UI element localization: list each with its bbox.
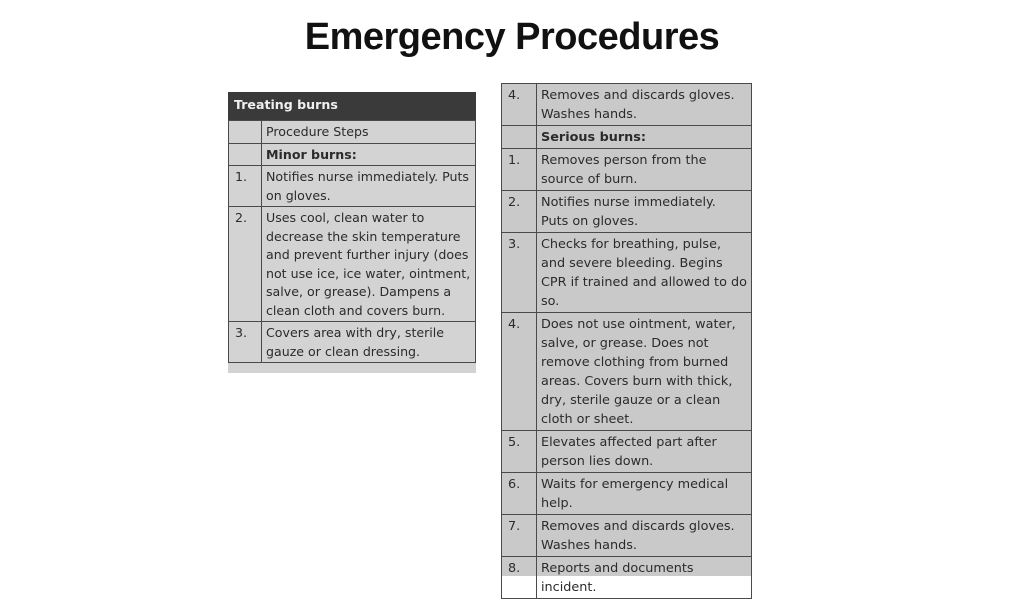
step-text: Uses cool, clean water to decrease the skin temperature and prevent further injury (does not use ice, ice water, ointment, salve, or grease). Dampens a clean cloth and covers burn. xyxy=(262,207,476,322)
table-row xyxy=(229,322,476,363)
table-row xyxy=(502,557,752,599)
step-number: 4. xyxy=(502,313,537,431)
num-cell xyxy=(229,143,262,166)
step-number: 3. xyxy=(229,322,262,363)
section-label: Minor burns: xyxy=(262,143,476,166)
section-label: Serious burns: xyxy=(537,126,752,149)
table-row xyxy=(502,126,752,149)
table-row xyxy=(229,121,476,144)
table-row xyxy=(502,431,752,473)
step-text: Covers area with dry, sterile gauze or clean dressing. xyxy=(262,322,476,363)
step-text: Does not use ointment, water, salve, or grease. Does not remove clothing from burned areas. Covers burn with thick, dry, sterile gauze or a clean cloth or sheet. xyxy=(537,313,752,431)
step-number: 1. xyxy=(229,166,262,207)
step-number: 8. xyxy=(502,557,537,599)
step-number: 1. xyxy=(502,149,537,191)
table-row xyxy=(502,191,752,233)
step-number: 7. xyxy=(502,515,537,557)
step-number: 5. xyxy=(502,431,537,473)
table-row xyxy=(229,166,476,207)
right-photo-serious-burns xyxy=(501,83,752,595)
left-photo-treating-burns xyxy=(228,92,476,373)
table-row xyxy=(502,149,752,191)
step-text: Notifies nurse immediately. Puts on gloves. xyxy=(537,191,752,233)
step-number: 4. xyxy=(502,84,537,126)
table-row xyxy=(502,515,752,557)
num-cell xyxy=(502,126,537,149)
table-row xyxy=(229,207,476,322)
step-text: Notifies nurse immediately. Puts on gloves. xyxy=(262,166,476,207)
step-text: Removes and discards gloves. Washes hands. xyxy=(537,515,752,557)
step-number: 6. xyxy=(502,473,537,515)
step-text: Removes person from the source of burn. xyxy=(537,149,752,191)
table-row xyxy=(502,84,752,126)
left-procedure-table xyxy=(228,120,476,363)
step-text: Removes and discards gloves. Washes hands. xyxy=(537,84,752,126)
column-header: Procedure Steps xyxy=(262,121,476,144)
step-number: 2. xyxy=(502,191,537,233)
step-text: Elevates affected part after person lies down. xyxy=(537,431,752,473)
step-number: 2. xyxy=(229,207,262,322)
table-row xyxy=(502,473,752,515)
right-procedure-table xyxy=(501,83,752,599)
step-number: 3. xyxy=(502,233,537,313)
step-text: Reports and documents incident. xyxy=(537,557,752,599)
slide-title: Emergency Procedures xyxy=(304,16,720,58)
table-header: Treating burns xyxy=(228,92,476,120)
step-text: Waits for emergency medical help. xyxy=(537,473,752,515)
num-cell xyxy=(229,121,262,144)
table-row xyxy=(502,313,752,431)
step-text: Checks for breathing, pulse, and severe bleeding. Begins CPR if trained and allowed to do so. xyxy=(537,233,752,313)
table-row xyxy=(229,143,476,166)
table-row xyxy=(502,233,752,313)
